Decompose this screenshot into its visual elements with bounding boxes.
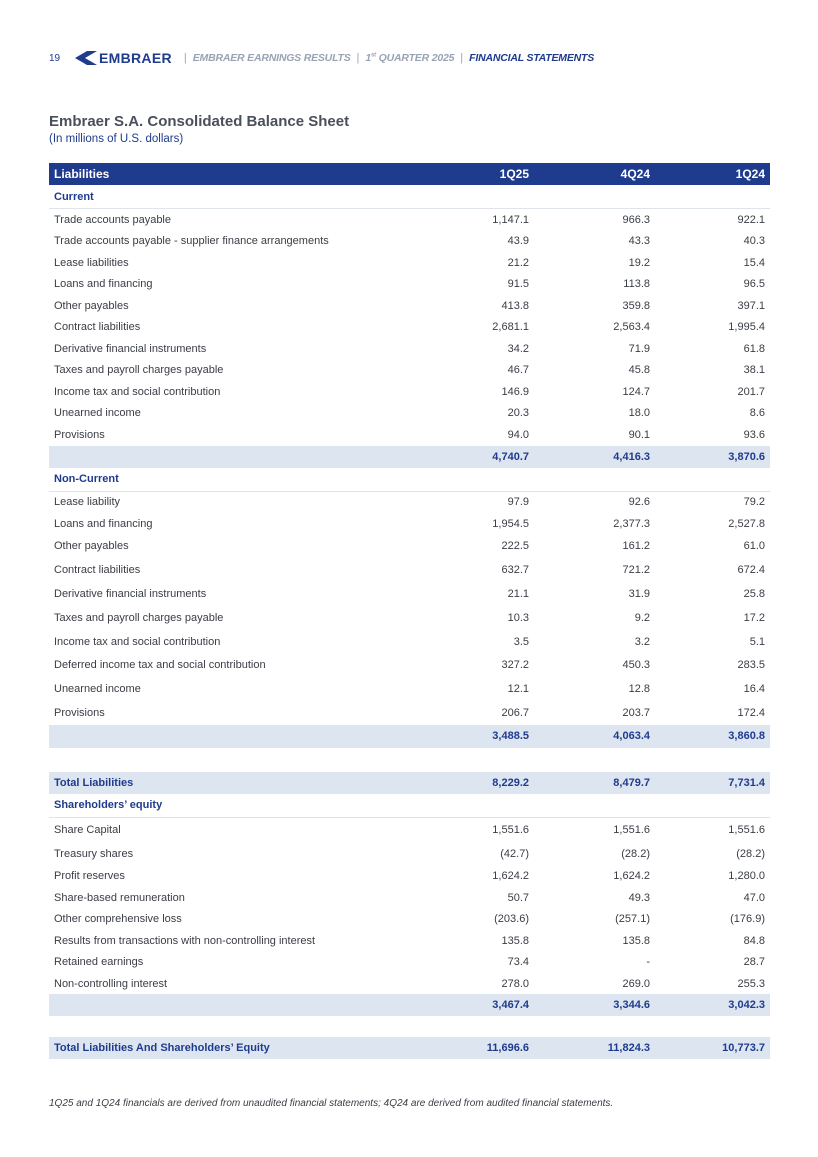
table-row — [49, 381, 770, 403]
logo-text: EMBRAER — [99, 50, 172, 66]
row-value: 172.4 — [737, 706, 765, 719]
column-header-1q24: 1Q24 — [735, 167, 765, 181]
row-label: Non-controlling interest — [54, 977, 168, 990]
row-value: 12.1 — [507, 683, 529, 696]
embraer-logo-icon — [75, 51, 97, 65]
row-value: 2,563.4 — [613, 321, 650, 334]
spacer-row — [49, 748, 770, 772]
grand-total-row — [49, 1037, 770, 1059]
row-value: 146.9 — [501, 385, 529, 398]
row-value: (257.1) — [615, 913, 650, 926]
row-label: Profit reserves — [54, 870, 125, 883]
total-value: 8,229.2 — [413, 772, 534, 794]
row-value: 922.1 — [737, 213, 765, 226]
table-row — [49, 317, 770, 339]
row-value: 135.8 — [501, 934, 529, 947]
column-header-1q25: 1Q25 — [499, 167, 529, 181]
row-value: 97.9 — [507, 496, 529, 509]
row-value: 45.8 — [628, 364, 650, 377]
row-value: 1,954.5 — [492, 517, 529, 530]
row-label: Trade accounts payable — [54, 213, 171, 226]
row-value: 93.6 — [743, 428, 765, 441]
row-label: Other comprehensive loss — [54, 913, 182, 926]
row-value: 21.2 — [507, 256, 529, 269]
row-value: 18.0 — [628, 407, 650, 420]
row-value: 206.7 — [501, 706, 529, 719]
row-label: Contract liabilities — [54, 321, 141, 334]
row-value: 61.8 — [743, 342, 765, 355]
subtotal-value: 4,740.7 — [413, 446, 534, 468]
row-value: 49.3 — [628, 891, 650, 904]
row-value: 1,551.6 — [492, 823, 529, 836]
row-label: Lease liability — [54, 496, 121, 509]
table-row — [49, 558, 770, 582]
row-value: 47.0 — [743, 891, 765, 904]
row-value: - — [646, 956, 650, 969]
row-value: 161.2 — [622, 540, 650, 553]
row-value: 84.8 — [743, 934, 765, 947]
row-value: 17.2 — [743, 611, 765, 624]
column-header-4q24: 4Q24 — [620, 167, 650, 181]
table-row — [49, 295, 770, 317]
subtotal-value: 3,870.6 — [655, 446, 770, 468]
section-label: Shareholders’ equity — [49, 794, 770, 818]
table-row — [49, 908, 770, 930]
row-label: Provisions — [54, 706, 105, 719]
table-row — [49, 513, 770, 535]
table-row — [49, 231, 770, 253]
row-value: 278.0 — [501, 977, 529, 990]
row-value: 5.1 — [749, 635, 765, 648]
row-value: 3.2 — [634, 635, 650, 648]
header-section-financial-statements: FINANCIAL STATEMENTS — [469, 52, 595, 64]
row-value: 269.0 — [622, 977, 650, 990]
row-value: 450.3 — [622, 659, 650, 672]
row-label: Retained earnings — [54, 956, 144, 969]
table-row — [49, 951, 770, 973]
table-row — [49, 338, 770, 360]
row-label: Taxes and payroll charges payable — [54, 364, 224, 377]
table-row — [49, 630, 770, 654]
page-header — [49, 50, 594, 66]
row-value: 10.3 — [507, 611, 529, 624]
row-value: 721.2 — [622, 564, 650, 577]
row-value: 43.3 — [628, 235, 650, 248]
subtotal-value: 4,416.3 — [534, 446, 655, 468]
table-row — [49, 701, 770, 725]
row-label: Share-based remuneration — [54, 891, 185, 904]
row-value: 1,551.6 — [613, 823, 650, 836]
row-value: (203.6) — [494, 913, 529, 926]
row-value: 46.7 — [507, 364, 529, 377]
row-value: 1,624.2 — [492, 870, 529, 883]
row-value: 222.5 — [501, 540, 529, 553]
total-label: Total Liabilities And Shareholders’ Equity — [49, 1037, 413, 1059]
header-separator: | — [460, 52, 464, 64]
row-value: 92.6 — [628, 496, 650, 509]
row-value: 1,280.0 — [728, 870, 765, 883]
row-value: 9.2 — [634, 611, 650, 624]
table-header-row — [49, 163, 770, 185]
row-label: Trade accounts payable - supplier finance arrangements — [54, 235, 329, 248]
row-label: Income tax and social contribution — [54, 385, 221, 398]
row-value: 1,551.6 — [728, 823, 765, 836]
row-value: 135.8 — [622, 934, 650, 947]
subtotal-value: 4,063.4 — [534, 725, 655, 748]
row-label: Derivative financial instruments — [54, 587, 207, 600]
row-label: Other payables — [54, 540, 129, 553]
table-row — [49, 973, 770, 995]
embraer-logo — [75, 50, 172, 66]
table-row — [49, 403, 770, 425]
row-value: 79.2 — [743, 496, 765, 509]
row-label: Loans and financing — [54, 517, 153, 530]
total-value: 11,824.3 — [534, 1037, 655, 1059]
row-value: 21.1 — [507, 587, 529, 600]
row-value: 96.5 — [743, 278, 765, 291]
row-value: 113.8 — [623, 278, 650, 291]
table-row — [49, 252, 770, 274]
row-value: 359.8 — [622, 299, 650, 312]
row-value: 73.4 — [507, 956, 529, 969]
table-row — [49, 842, 770, 866]
row-value: 397.1 — [737, 299, 765, 312]
row-label: Derivative financial instruments — [54, 342, 207, 355]
row-value: 966.3 — [622, 213, 650, 226]
row-value: 255.3 — [737, 977, 765, 990]
row-label: Income tax and social contribution — [54, 635, 221, 648]
section-label: Current — [49, 185, 770, 209]
table-row — [49, 606, 770, 630]
subtotal-value: 3,860.8 — [655, 725, 770, 748]
row-value: 90.1 — [628, 428, 650, 441]
spacer-row — [49, 1016, 770, 1037]
row-value: 327.2 — [501, 659, 529, 672]
section-equity — [49, 794, 770, 818]
row-value: 1,147.1 — [492, 213, 529, 226]
row-value: 15.4 — [743, 256, 765, 269]
row-value: 201.7 — [737, 385, 765, 398]
row-value: 25.8 — [743, 587, 765, 600]
table-row — [49, 360, 770, 382]
table-row — [49, 887, 770, 909]
row-label: Unearned income — [54, 683, 141, 696]
row-label: Provisions — [54, 428, 105, 441]
table-row — [49, 817, 770, 841]
row-value: 71.9 — [628, 342, 650, 355]
subtotal-equity — [49, 994, 770, 1016]
footnote: 1Q25 and 1Q24 financials are derived from unaudited financial statements; 4Q24 are derived from audited financial statements. — [49, 1098, 614, 1109]
total-label: Total Liabilities — [49, 772, 413, 794]
page-subtitle: (In millions of U.S. dollars) — [49, 133, 184, 145]
row-value: 34.2 — [507, 342, 529, 355]
row-value: 2,527.8 — [728, 517, 765, 530]
row-value: 3.5 — [513, 635, 529, 648]
row-label: Lease liabilities — [54, 256, 129, 269]
row-label: Treasury shares — [54, 847, 134, 860]
total-value: 7,731.4 — [655, 772, 770, 794]
subtotal-value: 3,488.5 — [413, 725, 534, 748]
subtotal-value: 3,042.3 — [655, 994, 770, 1016]
page-title: Embraer S.A. Consolidated Balance Sheet — [49, 113, 350, 130]
table-row — [49, 491, 770, 513]
table-row — [49, 865, 770, 887]
row-value: 2,681.1 — [492, 321, 529, 334]
page-number: 19 — [49, 52, 61, 64]
row-value: 283.5 — [737, 659, 765, 672]
row-value: 43.9 — [507, 235, 529, 248]
subtotal-label — [49, 725, 413, 748]
row-value: 672.4 — [737, 564, 765, 577]
subtotal-label — [49, 446, 413, 468]
row-value: (176.9) — [730, 913, 765, 926]
balance-sheet-table — [49, 163, 770, 1059]
table-row — [49, 930, 770, 952]
row-label: Share Capital — [54, 823, 121, 836]
row-label: Taxes and payroll charges payable — [54, 611, 224, 624]
row-value: 12.8 — [628, 683, 650, 696]
row-value: 632.7 — [501, 564, 529, 577]
row-value: (28.2) — [621, 847, 650, 860]
row-label: Other payables — [54, 299, 129, 312]
row-value: 31.9 — [628, 587, 650, 600]
total-value: 8,479.7 — [534, 772, 655, 794]
subtotal-value: 3,467.4 — [413, 994, 534, 1016]
table-row — [49, 677, 770, 701]
total-value: 10,773.7 — [655, 1037, 770, 1059]
row-label: Loans and financing — [54, 278, 153, 291]
row-value: 1,995.4 — [728, 321, 765, 334]
row-label: Results from transactions with non-controlling interest — [54, 934, 316, 947]
total-liabilities-row — [49, 772, 770, 794]
section-label: Non-Current — [49, 468, 770, 492]
row-value: 50.7 — [507, 891, 529, 904]
row-value: 124.7 — [622, 385, 650, 398]
section-non-current — [49, 468, 770, 492]
row-label: Unearned income — [54, 407, 141, 420]
subtotal-label — [49, 994, 413, 1016]
table-row — [49, 653, 770, 677]
header-section-results: EMBRAER EARNINGS RESULTS — [192, 52, 351, 64]
row-value: 2,377.3 — [613, 517, 650, 530]
row-value: 8.6 — [749, 407, 765, 420]
header-separator: | — [183, 52, 187, 64]
row-value: 91.5 — [507, 278, 529, 291]
table-row — [49, 274, 770, 296]
row-value: 38.1 — [743, 364, 765, 377]
table-row — [49, 535, 770, 559]
row-value: 413.8 — [501, 299, 529, 312]
row-value: 28.7 — [743, 956, 765, 969]
row-value: 40.3 — [743, 235, 765, 248]
row-value: 20.3 — [507, 407, 529, 420]
row-value: 203.7 — [622, 706, 650, 719]
header-separator: | — [356, 52, 360, 64]
row-value: (42.7) — [500, 847, 529, 860]
row-value: (28.2) — [736, 847, 765, 860]
total-value: 11,696.6 — [413, 1037, 534, 1059]
row-value: 94.0 — [507, 428, 529, 441]
subtotal-current — [49, 446, 770, 468]
row-value: 1,624.2 — [613, 870, 650, 883]
table-row — [49, 209, 770, 231]
header-section-quarter: 1st QUARTER 2025 — [365, 52, 455, 64]
row-label: Contract liabilities — [54, 564, 141, 577]
section-current — [49, 185, 770, 209]
row-label: Deferred income tax and social contribution — [54, 659, 266, 672]
row-value: 61.0 — [743, 540, 765, 553]
row-value: 16.4 — [743, 683, 765, 696]
table-row — [49, 424, 770, 446]
table-row — [49, 582, 770, 606]
column-header-liabilities: Liabilities — [54, 167, 110, 181]
subtotal-value: 3,344.6 — [534, 994, 655, 1016]
row-value: 19.2 — [628, 256, 650, 269]
subtotal-non-current — [49, 725, 770, 748]
